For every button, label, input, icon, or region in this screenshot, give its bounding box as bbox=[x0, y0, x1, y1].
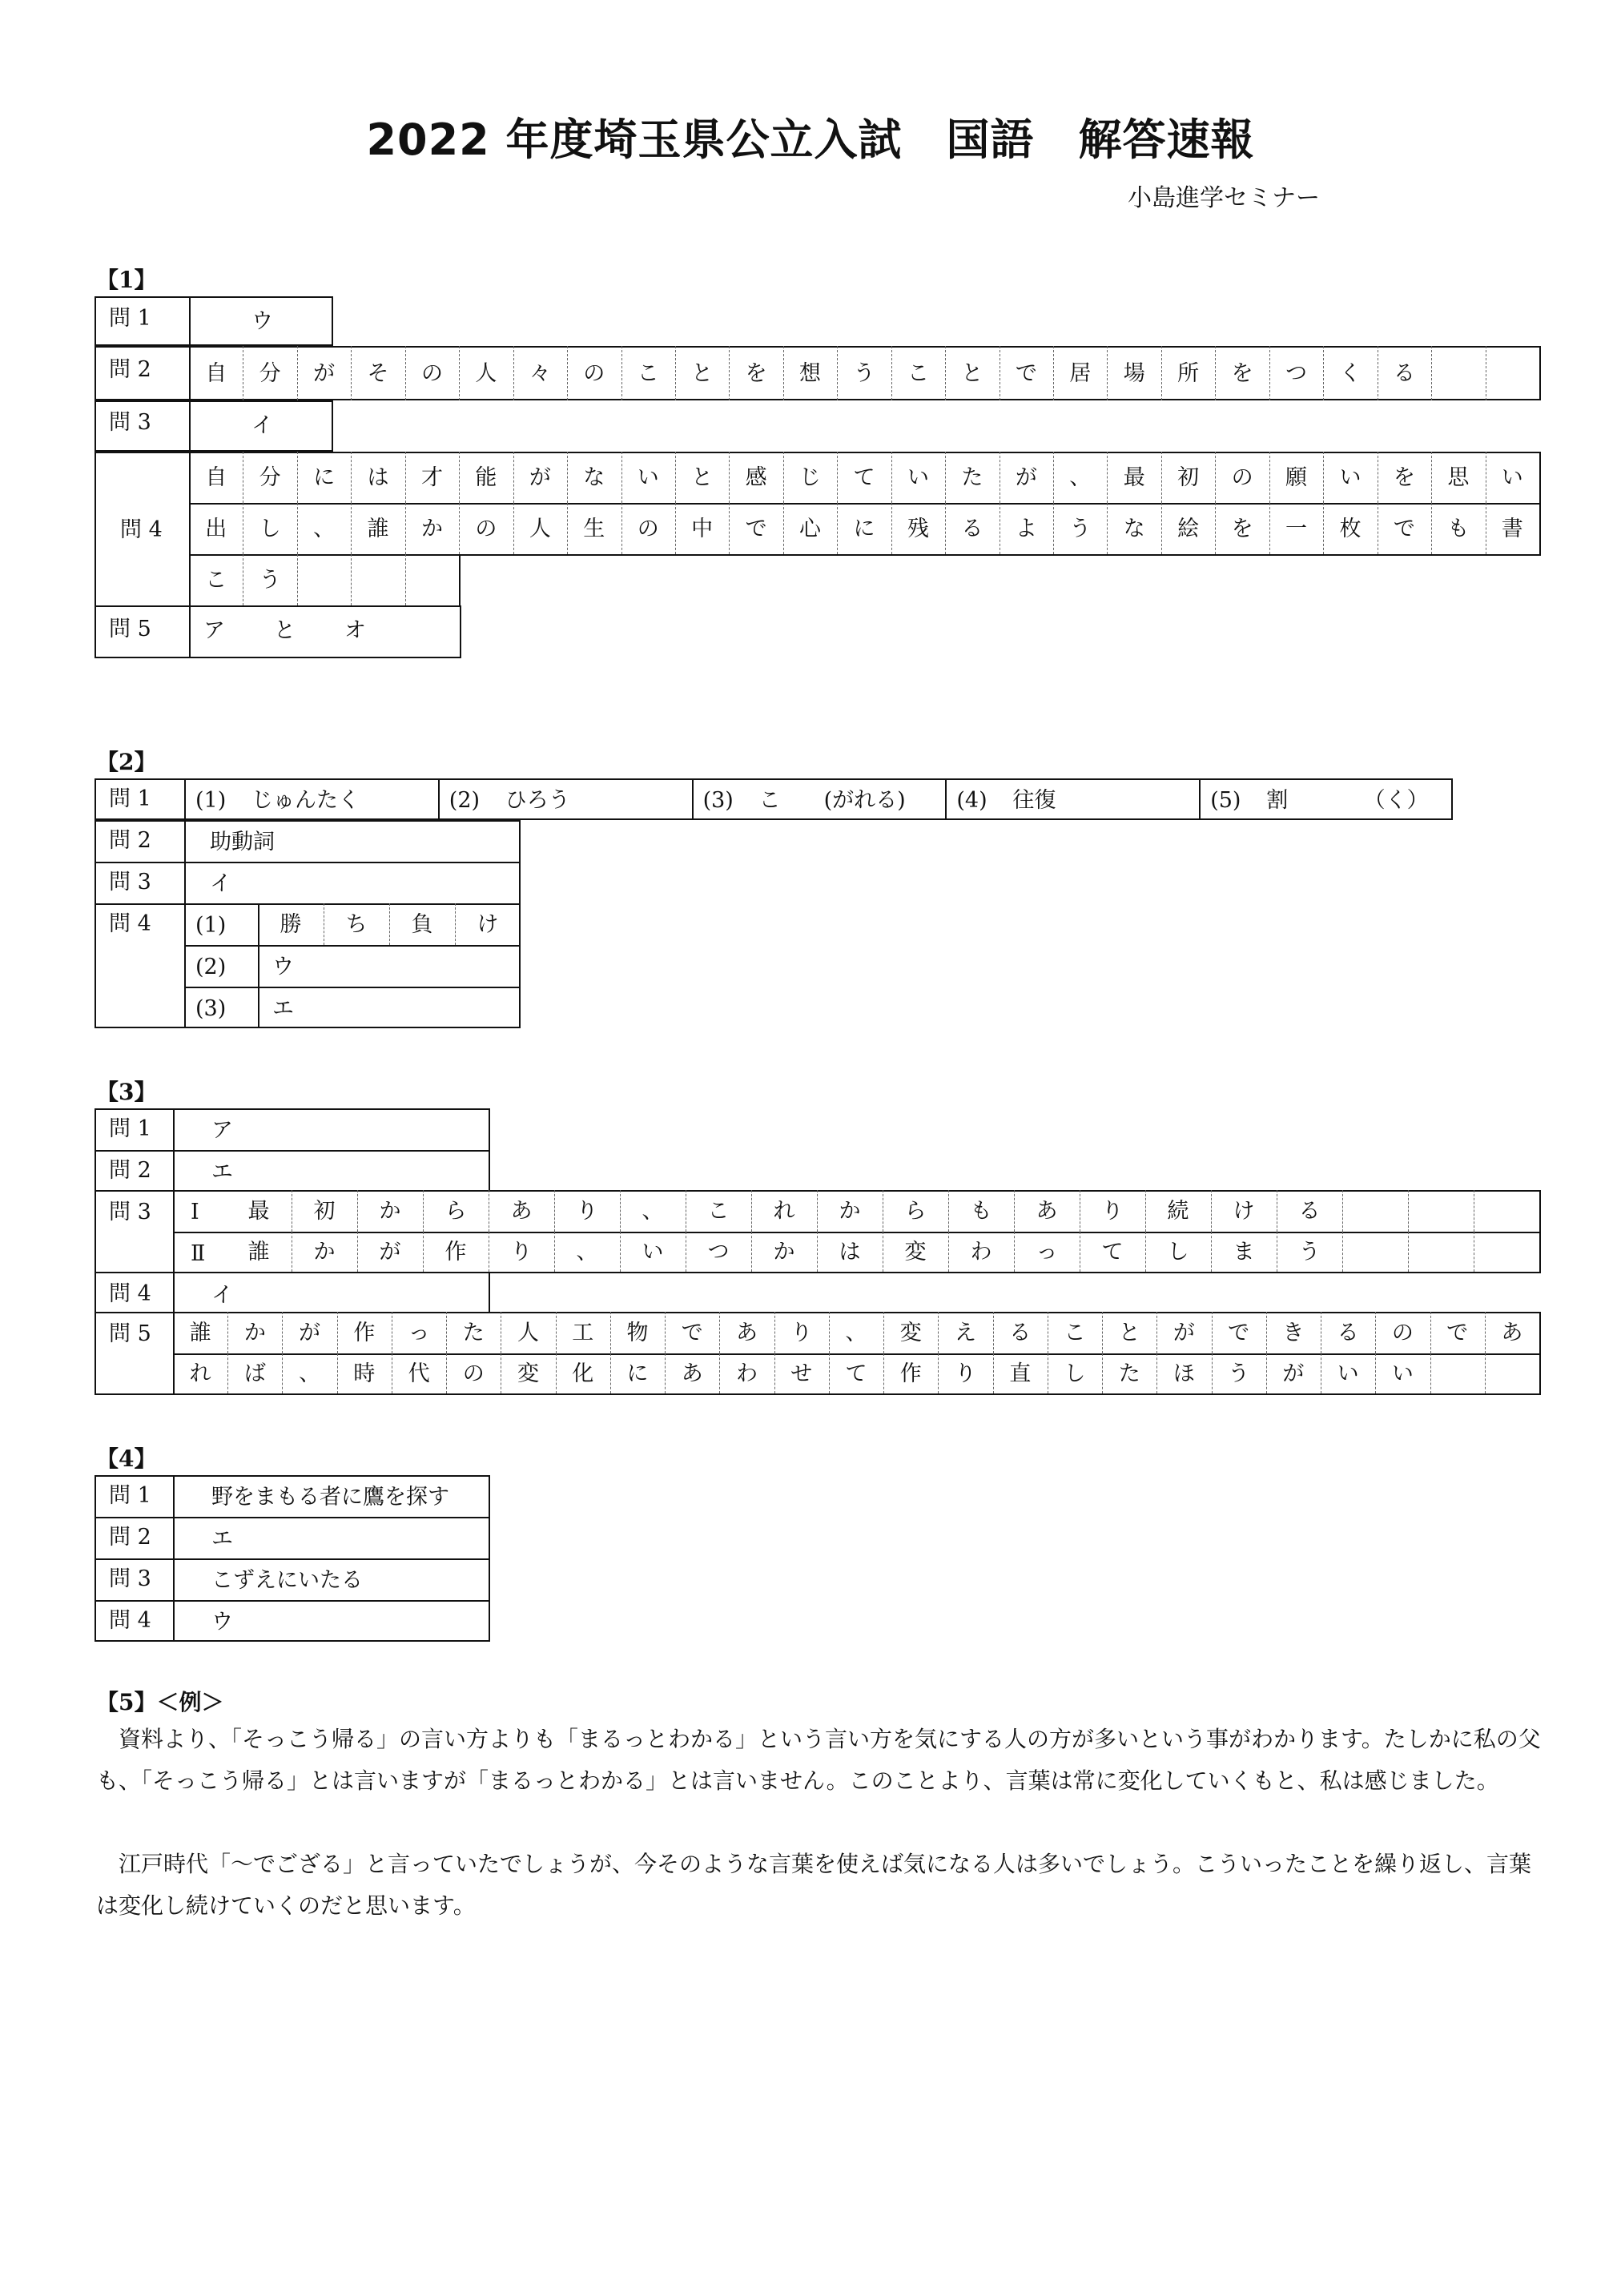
answer-char: っ bbox=[1036, 1240, 1058, 1265]
answer-char: て bbox=[853, 465, 875, 490]
answer-char: 初 bbox=[313, 1199, 336, 1224]
answer-char: つ bbox=[707, 1240, 730, 1265]
answer-char: い bbox=[1501, 465, 1523, 490]
answer-char: し bbox=[1064, 1361, 1086, 1386]
answer-char: い bbox=[1339, 465, 1362, 490]
answer-char: 枚 bbox=[1339, 517, 1362, 541]
answer-char: か bbox=[243, 1321, 266, 1345]
answer-char: 誰 bbox=[189, 1321, 211, 1345]
s4-q1-label: 問 1 bbox=[109, 1483, 151, 1508]
reading-number: (4) bbox=[956, 788, 987, 813]
answer-char: れ bbox=[189, 1361, 211, 1386]
answer-char: 続 bbox=[1167, 1199, 1189, 1224]
answer-char: わ bbox=[970, 1240, 992, 1265]
s1-q4-label: 問 4 bbox=[120, 517, 163, 542]
answer-char: が bbox=[529, 465, 551, 490]
answer-char: い bbox=[1337, 1361, 1359, 1386]
cell-divider bbox=[405, 554, 406, 605]
answer-char: ち bbox=[345, 912, 368, 937]
s3-q1-label: 問 1 bbox=[109, 1116, 151, 1141]
answer-char: う bbox=[1298, 1240, 1321, 1265]
answer-char: る bbox=[1337, 1321, 1359, 1345]
section-1-heading: 【1】 bbox=[96, 267, 157, 293]
answer-char: 想 bbox=[799, 361, 822, 386]
answer-char: こ bbox=[1064, 1321, 1086, 1345]
answer-char: わ bbox=[736, 1361, 758, 1386]
answer-char: で bbox=[1446, 1321, 1469, 1345]
answer-char: と bbox=[961, 361, 983, 386]
answer-char: を bbox=[745, 361, 767, 386]
section-4-heading: 【4】 bbox=[96, 1446, 157, 1472]
s4-q3-label: 問 3 bbox=[109, 1566, 151, 1591]
answer-char: あ bbox=[1036, 1199, 1058, 1224]
answer-char: 自 bbox=[205, 465, 227, 490]
s4-q1-answer: 野をまもる者に鷹を探す bbox=[211, 1485, 449, 1510]
answer-char: る bbox=[961, 517, 983, 541]
answer-char: か bbox=[379, 1199, 401, 1224]
answer-char: も bbox=[970, 1199, 992, 1224]
answer-char: た bbox=[961, 465, 983, 490]
s2-q4-part3-num: (3) bbox=[195, 996, 227, 1021]
answer-char: 最 bbox=[247, 1199, 270, 1224]
s4-q2-label: 問 2 bbox=[109, 1525, 151, 1550]
answer-char: そ bbox=[367, 361, 389, 386]
reading-number: (5) bbox=[1210, 788, 1241, 813]
answer-char: て bbox=[1101, 1240, 1124, 1265]
answer-char: い bbox=[637, 465, 659, 490]
answer-char: と bbox=[691, 465, 714, 490]
answer-char: の bbox=[637, 517, 659, 541]
answer-char: 変 bbox=[904, 1240, 927, 1265]
cell-divider bbox=[1342, 1190, 1343, 1232]
author-name: 小島進学セミナー bbox=[1128, 184, 1320, 212]
answer-char: 生 bbox=[583, 517, 605, 541]
answer-char: え bbox=[954, 1321, 976, 1345]
s2-q4-part3-answer: エ bbox=[272, 996, 294, 1021]
answer-char: も bbox=[1447, 517, 1470, 541]
answer-char: の bbox=[1391, 1321, 1414, 1345]
answer-char: 時 bbox=[353, 1361, 376, 1386]
s1-q1-label: 問 1 bbox=[109, 306, 151, 331]
s1-q5-connector: と bbox=[274, 618, 296, 643]
s3-q2-label: 問 2 bbox=[109, 1158, 151, 1183]
answer-char: 分 bbox=[259, 361, 281, 386]
answer-char: う bbox=[1069, 517, 1092, 541]
cell-divider bbox=[1408, 1190, 1409, 1232]
answer-char: う bbox=[1228, 1361, 1250, 1386]
cell-divider bbox=[297, 554, 298, 605]
answer-char: 化 bbox=[572, 1361, 594, 1386]
answer-char: 最 bbox=[1123, 465, 1145, 490]
s3-q4-label: 問 4 bbox=[109, 1281, 151, 1306]
s2-q4-label: 問 4 bbox=[109, 911, 151, 936]
answer-char: を bbox=[1393, 465, 1415, 490]
s3-q3-row1-num: Ⅰ bbox=[191, 1200, 199, 1224]
answer-char: が bbox=[299, 1321, 321, 1345]
answer-char: 場 bbox=[1123, 361, 1145, 386]
answer-char: あ bbox=[1501, 1321, 1523, 1345]
s2-q4-part2-num: (2) bbox=[195, 955, 227, 979]
s3-q2-answer: エ bbox=[211, 1160, 233, 1184]
reading-answer: じゅんたく bbox=[251, 788, 360, 813]
answer-char: が bbox=[379, 1240, 401, 1265]
answer-char: 、 bbox=[313, 517, 336, 541]
reading-answer: 割 （く） bbox=[1266, 788, 1429, 813]
answer-char: る bbox=[1393, 361, 1415, 386]
answer-char: り bbox=[954, 1361, 976, 1386]
s1-q2-label: 問 2 bbox=[109, 357, 151, 382]
answer-char: が bbox=[1015, 465, 1037, 490]
answer-char: 物 bbox=[626, 1321, 649, 1345]
answer-char: こ bbox=[907, 361, 929, 386]
answer-char: う bbox=[853, 361, 875, 386]
answer-char: 初 bbox=[1177, 465, 1200, 490]
answer-char: 負 bbox=[411, 912, 433, 937]
cell-divider bbox=[1485, 1353, 1486, 1393]
answer-char: 々 bbox=[529, 361, 551, 386]
answer-char: と bbox=[691, 361, 714, 386]
answer-char: る bbox=[1009, 1321, 1032, 1345]
answer-char: こ bbox=[205, 568, 227, 593]
answer-char: よ bbox=[1015, 517, 1037, 541]
s2-q2-label: 問 2 bbox=[109, 828, 151, 853]
answer-char: か bbox=[773, 1240, 795, 1265]
s5-paragraph-2: 江戸時代「～でござる」と言っていたでしょうが、今そのような言葉を使えば気になる人は多いでしょう。こういったことを繰り返し、言葉は変化し続けていくのだと思います。 bbox=[96, 1851, 1532, 1919]
answer-char: の bbox=[1231, 465, 1253, 490]
answer-char: と bbox=[1118, 1321, 1140, 1345]
answer-char: ほ bbox=[1173, 1361, 1195, 1386]
answer-char: で bbox=[681, 1321, 703, 1345]
answer-char: る bbox=[1298, 1199, 1321, 1224]
answer-char: 代 bbox=[408, 1361, 430, 1386]
answer-char: じ bbox=[799, 465, 822, 490]
answer-char: 人 bbox=[475, 361, 497, 386]
answer-char: 作 bbox=[899, 1361, 922, 1386]
reading-divider bbox=[945, 778, 947, 820]
reading-divider bbox=[438, 778, 440, 820]
s3-q3-row2-num: Ⅱ bbox=[191, 1241, 206, 1266]
page-title: 2022 年度埼玉県公立入試 国語 解答速報 bbox=[366, 115, 1255, 165]
answer-char: 作 bbox=[444, 1240, 467, 1265]
answer-char: 誰 bbox=[367, 517, 389, 541]
answer-char: な bbox=[1123, 517, 1145, 541]
answer-char: 工 bbox=[572, 1321, 594, 1345]
answer-char: り bbox=[1101, 1199, 1124, 1224]
answer-char: り bbox=[576, 1199, 598, 1224]
answer-char: が bbox=[313, 361, 336, 386]
answer-char: で bbox=[1015, 361, 1037, 386]
answer-char: れ bbox=[773, 1199, 795, 1224]
answer-char: 思 bbox=[1447, 465, 1470, 490]
answer-char: く bbox=[1339, 361, 1362, 386]
answer-char: 感 bbox=[745, 465, 767, 490]
reading-divider bbox=[692, 778, 694, 820]
s3-q1-answer: ア bbox=[211, 1118, 233, 1143]
answer-char: っ bbox=[408, 1321, 430, 1345]
answer-char: ば bbox=[243, 1361, 266, 1386]
s3-q5-label: 問 5 bbox=[109, 1321, 151, 1346]
answer-char: て bbox=[845, 1361, 867, 1386]
answer-char: 勝 bbox=[280, 912, 302, 937]
s2-q3-label: 問 3 bbox=[109, 870, 151, 895]
s2-q1-label: 問 1 bbox=[109, 786, 151, 811]
s1-q3-label: 問 3 bbox=[109, 410, 151, 435]
answer-char: 一 bbox=[1285, 517, 1308, 541]
row-end bbox=[459, 554, 461, 605]
s1-q3-answer: イ bbox=[251, 413, 273, 438]
s5-paragraph-1: 資料より、「そっこう帰る」の言い方よりも「まるっとわかる」という言い方を気にする人の方が多いという事がわかります。たしかに私の父も、「そっこう帰る」とは言いますが「まるっとわかる」とは言いません。このことより、言葉は常に変化していくもと、私は感じました。 bbox=[96, 1726, 1541, 1794]
answer-char: 自 bbox=[205, 361, 227, 386]
answer-char: ら bbox=[904, 1199, 927, 1224]
reading-answer: 往復 bbox=[1012, 788, 1056, 813]
answer-char: に bbox=[313, 465, 336, 490]
answer-char: 直 bbox=[1009, 1361, 1032, 1386]
answer-char: 居 bbox=[1069, 361, 1092, 386]
answer-char: 分 bbox=[259, 465, 281, 490]
answer-char: か bbox=[420, 517, 443, 541]
s4-q2-answer: エ bbox=[211, 1526, 233, 1551]
answer-char: の bbox=[475, 517, 497, 541]
s4-q4-label: 問 4 bbox=[109, 1608, 151, 1633]
answer-char: り bbox=[790, 1321, 813, 1345]
answer-char: 誰 bbox=[247, 1240, 270, 1265]
answer-char: こ bbox=[707, 1199, 730, 1224]
answer-char: け bbox=[477, 912, 499, 937]
answer-char: い bbox=[1391, 1361, 1414, 1386]
answer-char: の bbox=[462, 1361, 485, 1386]
answer-char: で bbox=[1393, 517, 1415, 541]
s3-q4-box bbox=[95, 1272, 490, 1313]
answer-char: が bbox=[1282, 1361, 1305, 1386]
answer-char: た bbox=[462, 1321, 485, 1345]
answer-char: 、 bbox=[1069, 465, 1092, 490]
answer-char: き bbox=[1282, 1321, 1305, 1345]
answer-char: あ bbox=[681, 1361, 703, 1386]
reading-answer: こ (がれる) bbox=[758, 788, 906, 813]
reading-number: (3) bbox=[702, 788, 734, 813]
answer-char: い bbox=[907, 465, 929, 490]
answer-char: か bbox=[839, 1199, 861, 1224]
answer-char: し bbox=[1167, 1240, 1189, 1265]
answer-char: 、 bbox=[845, 1321, 867, 1345]
section-2-heading: 【2】 bbox=[96, 749, 157, 775]
answer-char: が bbox=[1173, 1321, 1195, 1345]
answer-char: け bbox=[1233, 1199, 1255, 1224]
s1-q1-answer: ウ bbox=[251, 309, 273, 334]
s1-q5-answer-b: オ bbox=[344, 618, 366, 643]
answer-char: い bbox=[642, 1240, 664, 1265]
answer-char: 心 bbox=[799, 517, 822, 541]
answer-char: 、 bbox=[642, 1199, 664, 1224]
answer-char: せ bbox=[790, 1361, 813, 1386]
s3-q4-answer: イ bbox=[211, 1283, 233, 1308]
answer-char: の bbox=[583, 361, 605, 386]
reading-divider bbox=[1199, 778, 1201, 820]
s4-q4-answer: ウ bbox=[211, 1610, 233, 1635]
answer-char: り bbox=[510, 1240, 533, 1265]
answer-char: 、 bbox=[299, 1361, 321, 1386]
s4-q3-answer: こずえにいたる bbox=[211, 1568, 363, 1593]
s2-q3-answer: イ bbox=[210, 871, 231, 896]
answer-char: ま bbox=[1233, 1240, 1255, 1265]
answer-char: 書 bbox=[1501, 517, 1523, 541]
answer-char: に bbox=[853, 517, 875, 541]
answer-char: あ bbox=[736, 1321, 758, 1345]
s2-q4-part1-num: (1) bbox=[195, 913, 227, 938]
answer-char: し bbox=[259, 517, 281, 541]
answer-char: か bbox=[313, 1240, 336, 1265]
answer-char: ら bbox=[444, 1199, 467, 1224]
answer-char: 才 bbox=[420, 465, 443, 490]
answer-char: 作 bbox=[353, 1321, 376, 1345]
answer-char: 残 bbox=[907, 517, 929, 541]
reading-number: (1) bbox=[195, 788, 227, 813]
section-5-heading: 【5】＜例＞ bbox=[96, 1689, 224, 1715]
cell-divider bbox=[1342, 1232, 1343, 1272]
answer-char: 中 bbox=[691, 517, 714, 541]
answer-char: 所 bbox=[1177, 361, 1200, 386]
answer-char: 出 bbox=[205, 517, 227, 541]
answer-char: う bbox=[259, 568, 281, 593]
s1-q5-answer-a: ア bbox=[203, 618, 225, 643]
answer-char: た bbox=[1118, 1361, 1140, 1386]
answer-char: で bbox=[1228, 1321, 1250, 1345]
answer-char: つ bbox=[1285, 361, 1308, 386]
section-3-heading: 【3】 bbox=[96, 1079, 157, 1105]
answer-char: あ bbox=[510, 1199, 533, 1224]
answer-char: 変 bbox=[517, 1361, 540, 1386]
answer-char: こ bbox=[637, 361, 659, 386]
s2-q2-answer: 助動詞 bbox=[210, 830, 275, 854]
answer-char: な bbox=[583, 465, 605, 490]
answer-char: 願 bbox=[1285, 465, 1308, 490]
cell-divider bbox=[1431, 346, 1432, 400]
s1-q5-label: 問 5 bbox=[109, 617, 151, 641]
answer-char: 人 bbox=[517, 1321, 540, 1345]
answer-char: で bbox=[745, 517, 767, 541]
reading-number: (2) bbox=[448, 788, 481, 813]
answer-char: を bbox=[1231, 517, 1253, 541]
answer-char: 人 bbox=[529, 517, 551, 541]
s2-q4-part2-answer: ウ bbox=[272, 955, 294, 979]
cell-divider bbox=[1430, 1353, 1431, 1393]
answer-char: 変 bbox=[899, 1321, 922, 1345]
reading-answer: ひろう bbox=[505, 788, 570, 813]
answer-char: の bbox=[420, 361, 443, 386]
cell-divider bbox=[351, 554, 352, 605]
answer-char: は bbox=[839, 1240, 861, 1265]
answer-char: 、 bbox=[576, 1240, 598, 1265]
answer-char: は bbox=[367, 465, 389, 490]
cell-divider bbox=[1408, 1232, 1409, 1272]
answer-char: を bbox=[1231, 361, 1253, 386]
s3-q3-label: 問 3 bbox=[109, 1200, 151, 1224]
answer-char: 絵 bbox=[1177, 517, 1200, 541]
answer-char: に bbox=[626, 1361, 649, 1386]
answer-char: 能 bbox=[475, 465, 497, 490]
